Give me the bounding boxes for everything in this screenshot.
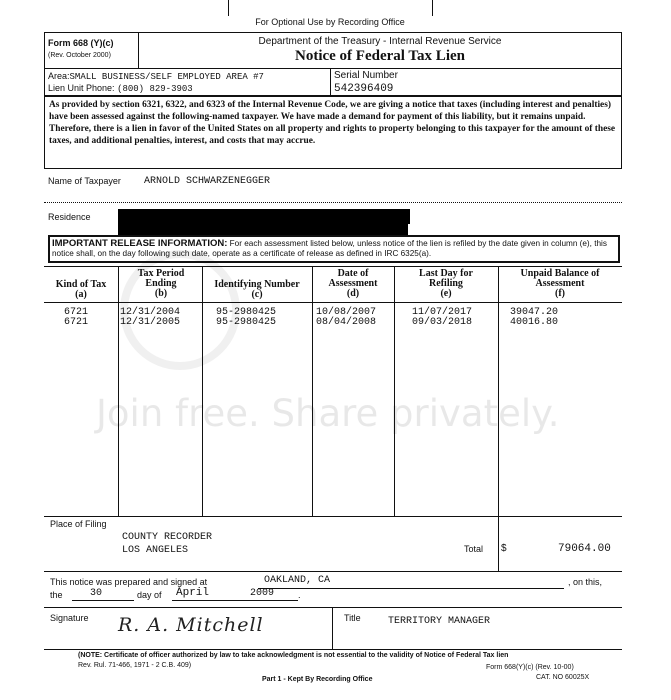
- col-header-period: Tax Period Ending (b): [137, 268, 185, 299]
- area-divider: [330, 68, 331, 96]
- area-value: SMALL BUSINESS/SELF EMPLOYED AREA #7: [69, 72, 264, 82]
- table-top-rule: [44, 266, 622, 267]
- phone-line: [48, 83, 193, 94]
- row1-kind: 6721: [64, 307, 89, 318]
- title-label: Title: [344, 613, 361, 623]
- signature-divider: [332, 607, 333, 649]
- col-divider: [394, 266, 395, 516]
- col-header-assessed: Date of Assessment (d): [328, 268, 378, 299]
- footer-part: Part 1 - Kept By Recording Office: [262, 676, 373, 683]
- release-text: For each assessment listed below, unless notice of the lien is refiled by the date given in column (e), this notice shall, on the day following such date, operate as a certificate of release as defined in IRC 6325(a).: [52, 239, 607, 258]
- col-header-id: Identifying Number (c): [214, 279, 300, 300]
- area-label: Area:: [48, 71, 70, 81]
- row2-balance: 40016.80: [510, 317, 559, 328]
- footer-note: (NOTE: Certificate of officer authorized by law to take acknowledgment is not essential to the validity of Notice of Federal Tax lien: [78, 652, 509, 659]
- optional-use-label: For Optional Use by Recording Office: [255, 17, 405, 27]
- top-divider: [432, 0, 433, 16]
- taxpayer-name-label: Name of Taxpayer: [48, 176, 121, 186]
- signature-handwriting: R. A. Mitchell: [118, 614, 264, 636]
- prepared-day: 30: [90, 588, 103, 599]
- row1-refile: 11/07/2017: [412, 307, 473, 318]
- month-rule: [172, 600, 298, 601]
- prepared-text: This notice was prepared and signed at: [50, 577, 208, 587]
- signature-label: Signature: [50, 613, 89, 623]
- place-of-filing-label: Place of Filing: [50, 519, 107, 529]
- serial-value: 542396409: [334, 83, 394, 95]
- name-rule: [44, 202, 622, 203]
- col-divider: [312, 266, 313, 516]
- col-header-kind: Kind of Tax (a): [55, 279, 107, 300]
- residence-label: Residence: [48, 212, 91, 222]
- release-info: [52, 239, 618, 259]
- total-label: Total: [464, 544, 484, 554]
- footer-form-ref: Form 668(Y)(c) (Rev. 10-00): [486, 664, 574, 671]
- intro-text: As provided by section 6321, 6322, and 6323 of the Internal Revenue Code, we are giving a notice that taxes (including interest and penalties) have been assessed against the following-named taxpayer. We have made a demand for payment of this liability, but it remains unpaid. Therefore, there is a lien in favor of the United States on all property and rights to property belonging to this taxpayer for the amount of these taxes, and additional penalties, interest, and costs that may accrue.: [49, 100, 616, 146]
- footer-cat-no: CAT. NO 60025X: [536, 674, 590, 681]
- filing-bottom-rule: [44, 571, 622, 572]
- filing-line1: COUNTY RECORDER: [122, 532, 213, 543]
- prepared-location: OAKLAND, CA: [264, 575, 331, 586]
- row1-assessed: 10/08/2007: [316, 307, 377, 318]
- col-header-balance: Unpaid Balance of Assessment (f): [520, 268, 600, 299]
- table-bottom-rule: [44, 516, 622, 517]
- prepared-month: April: [176, 587, 210, 599]
- release-heading: IMPORTANT RELEASE INFORMATION:: [52, 238, 228, 249]
- filing-line2: LOS ANGELES: [122, 545, 189, 556]
- prepared-period: .: [298, 590, 301, 600]
- row1-id: 95-2980425: [216, 307, 277, 318]
- form-number: Form 668 (Y)(c): [48, 38, 114, 48]
- phone-value: (800) 829-3903: [117, 84, 193, 94]
- title-value: TERRITORY MANAGER: [388, 616, 491, 627]
- taxpayer-name: ARNOLD SCHWARZENEGGER: [144, 176, 271, 187]
- day-of-label: day of: [137, 590, 162, 600]
- department: Department of the Treasury - Internal Revenue Service: [258, 36, 502, 47]
- row2-refile: 09/03/2018: [412, 317, 473, 328]
- row2-id: 95-2980425: [216, 317, 277, 328]
- row2-assessed: 08/04/2008: [316, 317, 377, 328]
- the-label: the: [50, 590, 63, 600]
- phone-label: Lien Unit Phone:: [48, 83, 115, 93]
- prepared-year: 2009: [250, 588, 275, 599]
- signature-bottom-rule: [44, 649, 622, 650]
- row2-period: 12/31/2005: [120, 317, 181, 328]
- prepared-on-this: , on this,: [568, 577, 603, 587]
- document-title: Notice of Federal Tax Lien: [295, 48, 465, 64]
- location-rule: [258, 588, 564, 589]
- day-rule: [72, 600, 134, 601]
- serial-label: Serial Number: [334, 70, 398, 81]
- col-header-refile: Last Day for Refiling (e): [419, 268, 473, 299]
- watermark-text: Join free. Share privately.: [96, 392, 560, 435]
- total-value: 79064.00: [558, 543, 611, 555]
- col-divider: [118, 266, 119, 516]
- total-currency: $: [501, 543, 507, 554]
- top-divider: [228, 0, 229, 16]
- footer-rev-rul: Rev. Rul. 71-466, 1971 - 2 C.B. 409): [78, 662, 192, 669]
- residence-redaction: [118, 209, 410, 224]
- row2-kind: 6721: [64, 317, 89, 328]
- signature-top-rule: [44, 607, 622, 608]
- row1-balance: 39047.20: [510, 307, 559, 318]
- area-line: [48, 71, 264, 82]
- watermark-logo-icon: [120, 250, 240, 370]
- rev-date: (Rev. October 2000): [48, 52, 111, 59]
- row1-period: 12/31/2004: [120, 307, 181, 318]
